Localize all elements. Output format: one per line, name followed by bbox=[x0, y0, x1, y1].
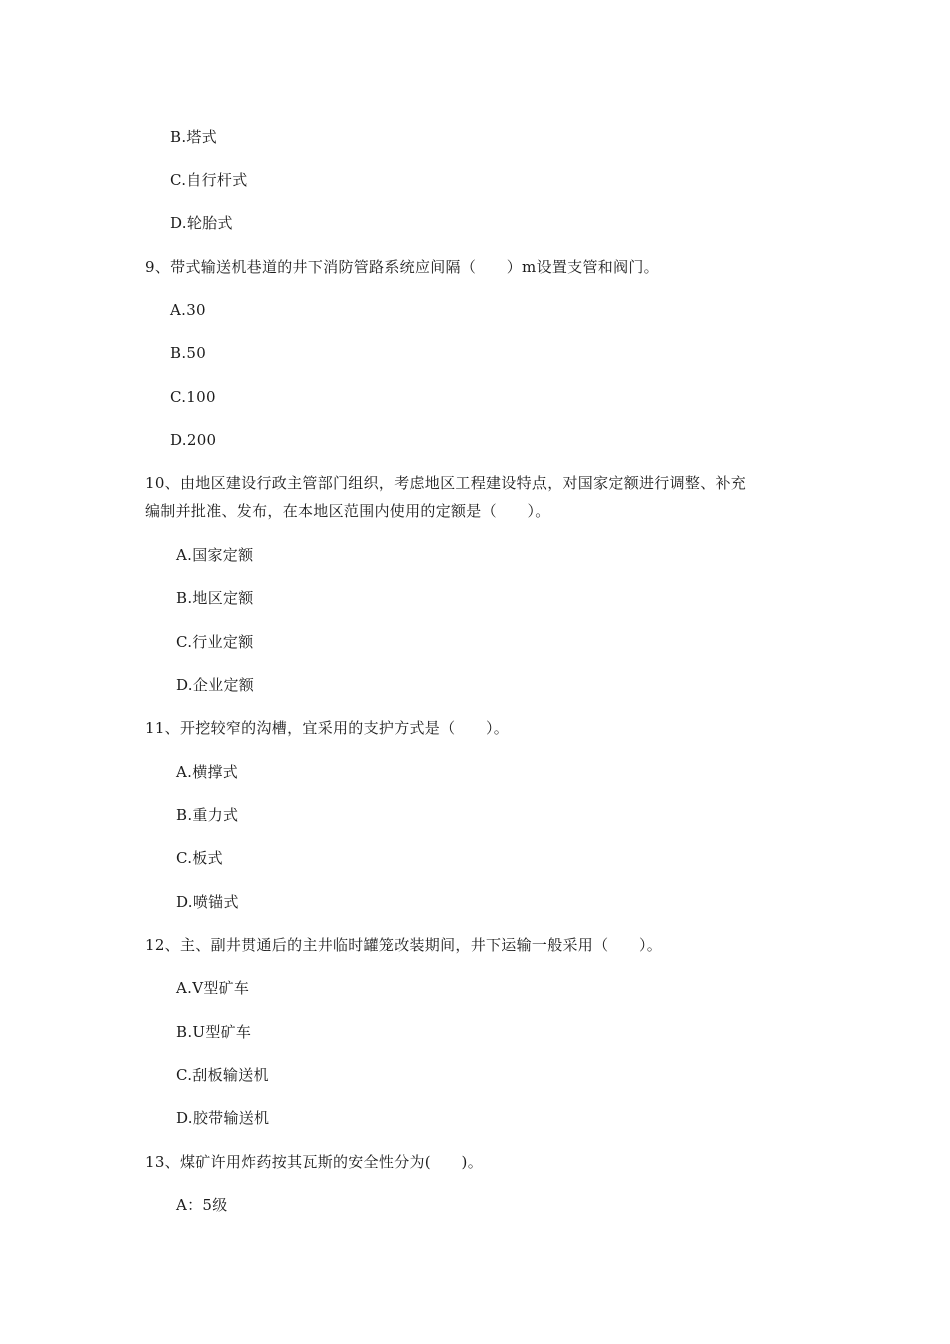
q9-option-d: D.200 bbox=[170, 431, 217, 449]
q9-stem: 9、带式输送机巷道的井下消防管路系统应间隔（ ）m设置支管和阀门。 bbox=[145, 258, 659, 276]
q8-option-c: C.自行杆式 bbox=[170, 171, 248, 189]
q12-option-a: A.V型矿车 bbox=[176, 979, 250, 997]
q12-stem: 12、主、副井贯通后的主井临时罐笼改装期间，井下运输一般采用（ ）。 bbox=[145, 936, 663, 954]
q10-option-a: A.国家定额 bbox=[176, 546, 254, 564]
q8-option-b: B.塔式 bbox=[170, 128, 217, 146]
q10-option-d: D.企业定额 bbox=[176, 676, 255, 694]
q12-option-b: B.U型矿车 bbox=[176, 1023, 252, 1041]
q10-stem-line1: 10、由地区建设行政主管部门组织，考虑地区工程建设特点，对国家定额进行调整、补充 bbox=[145, 474, 747, 492]
q9-option-b: B.50 bbox=[170, 344, 207, 362]
q9-option-c: C.100 bbox=[170, 388, 216, 406]
q10-stem-line2: 编制并批准、发布，在本地区范围内使用的定额是（ ）。 bbox=[145, 502, 551, 520]
q11-option-d: D.喷锚式 bbox=[176, 893, 239, 911]
q11-stem: 11、开挖较窄的沟槽，宜采用的支护方式是（ ）。 bbox=[145, 719, 510, 737]
q11-option-b: B.重力式 bbox=[176, 806, 239, 824]
q12-option-c: C.刮板输送机 bbox=[176, 1066, 269, 1084]
q10-option-b: B.地区定额 bbox=[176, 589, 254, 607]
q10-option-c: C.行业定额 bbox=[176, 633, 254, 651]
q11-option-c: C.板式 bbox=[176, 849, 223, 867]
q12-option-d: D.胶带输送机 bbox=[176, 1109, 270, 1127]
q13-stem: 13、煤矿许用炸药按其瓦斯的安全性分为( )。 bbox=[145, 1153, 483, 1171]
q13-option-a: A：5级 bbox=[176, 1196, 228, 1214]
q11-option-a: A.横撑式 bbox=[176, 763, 239, 781]
q8-option-d: D.轮胎式 bbox=[170, 214, 233, 232]
q9-option-a: A.30 bbox=[170, 301, 206, 319]
